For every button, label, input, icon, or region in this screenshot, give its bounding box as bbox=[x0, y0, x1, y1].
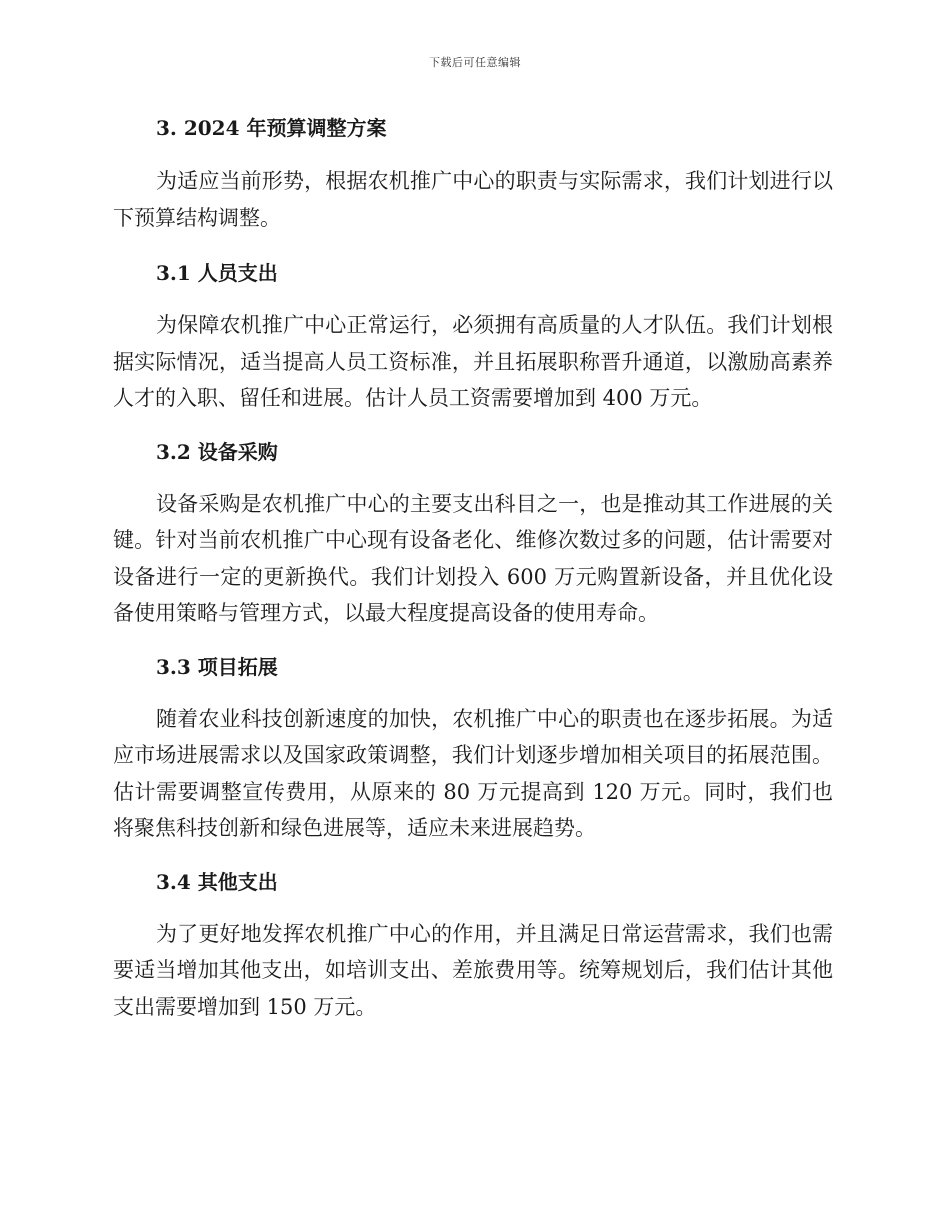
subsection-title-other: 3.4 其他支出 bbox=[156, 869, 278, 894]
header-note: 下载后可任意编辑 bbox=[429, 56, 521, 69]
subsection-body-equipment: 设备采购是农机推广中心的主要支出科目之一，也是推动其工作进展的关键。针对当前农机推广中心现有设备老化、维修次数过多的问题，估计需要对设备进行一定的更新换代。我们计划投入 600 万元购置新设备，并且优化设备使用策略与管理方式，以最大程度提高设备的使用寿命。 bbox=[113, 491, 833, 625]
subsection-body-personnel: 为保障农机推广中心正常运行，必须拥有高质量的人才队伍。我们计划根据实际情况，适当提高人员工资标准，并且拓展职称晋升通道，以激励高素养人才的入职、留任和进展。估计人员工资需要增加到 400 万元。 bbox=[113, 313, 833, 410]
subsection-title-projects: 3.3 项目拓展 bbox=[156, 654, 278, 679]
subsection-title-equipment: 3.2 设备采购 bbox=[156, 439, 278, 464]
subsection-body-other: 为了更好地发挥农机推广中心的作用，并且满足日常运营需求，我们也需要适当增加其他支出，如培训支出、差旅费用等。统筹规划后，我们估计其他支出需要增加到 150 万元。 bbox=[113, 921, 833, 1019]
intro-paragraph: 为适应当前形势，根据农机推广中心的职责与实际需求，我们计划进行以下预算结构调整。 bbox=[113, 169, 833, 230]
section-title: 3. 2024 年预算调整方案 bbox=[156, 116, 387, 140]
document-body bbox=[113, 110, 833, 1025]
subsection-title-personnel: 3.1 人员支出 bbox=[156, 261, 278, 285]
subsection-body-projects: 随着农业科技创新速度的加快，农机推广中心的职责也在逐步拓展。为适应市场进展需求以及国家政策调整，我们计划逐步增加相关项目的拓展范围。估计需要调整宣传费用，从原来的 80 万元提高到 120 万元。同时，我们也将聚焦科技创新和绿色进展等，适应未来进展趋势。 bbox=[113, 706, 833, 840]
